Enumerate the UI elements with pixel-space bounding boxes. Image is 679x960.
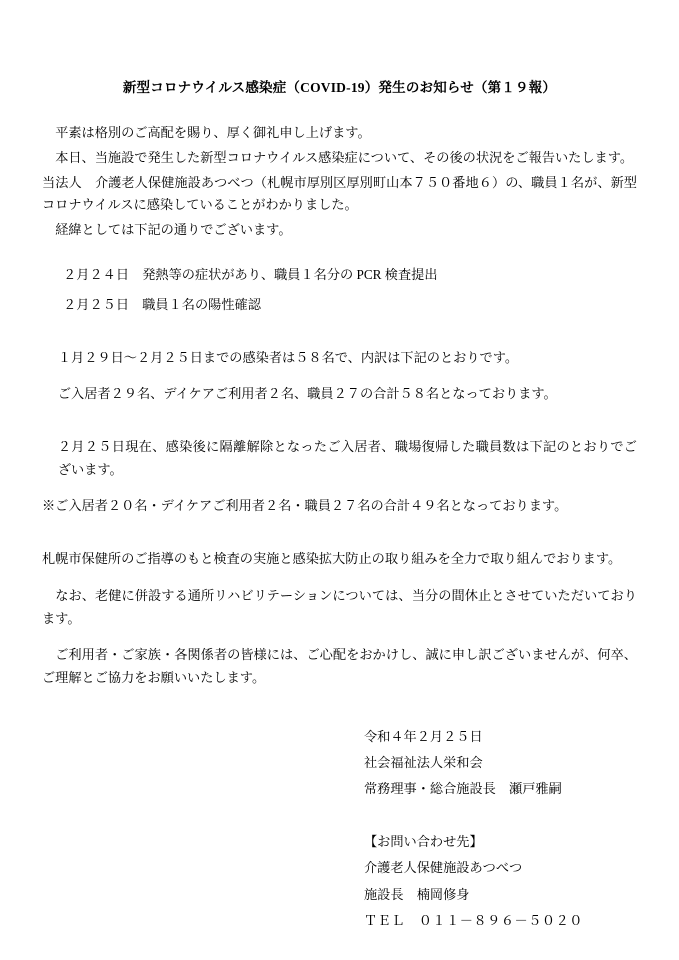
signature-organization: 社会福祉法人栄和会 [364,755,483,771]
event-list [42,264,637,317]
greeting-paragraph: 平素は格別のご高配を賜り、厚く御礼申し上げます。 [55,125,371,141]
intro-paragraph-1: 本日、当施設で発生した新型コロナウイルス感染症について、その後の状況をご報告いたします。 [55,149,634,165]
contact-director: 施設長 楠岡修身 [364,886,470,902]
apology-paragraph: ご利用者・ご家族・各関係者の皆様には、ご心配をおかけし、誠に申し訳ございませんが、何卒、ご理解とご協力をお願いいたします。 [42,647,637,685]
signature-date: 令和４年２月２５日 [364,728,483,744]
contact-block [42,829,637,935]
page-title: 新型コロナウイルス感染症（COVID-19）発生のお知らせ（第１９報） [122,80,557,95]
signature-name: 常務理事・総合施設長 瀬戸雅嗣 [364,781,562,797]
intro-paragraph-2: 当法人 介護老人保健施設あつべつ（札幌市厚別区厚別町山本７５０番地６）の、職員１名が、新型コロナウイルスに感染していることがわかりました。 [42,174,637,213]
status-paragraph-2: ※ご入居者２０名・デイケアご利用者２名・職員２７名の合計４９名となっております。 [42,498,568,514]
summary-paragraph-2: ご入居者２９名、デイケアご利用者２名、職員２７の合計５８名となっております。 [57,386,557,402]
signature-block [42,724,637,803]
rehab-notice-paragraph: なお、老健に併設する通所リハビリテーションについては、当分の間休止とさせていただいております。 [42,587,637,626]
intro-paragraph-3: 経緯としては下記の通りでございます。 [55,222,292,238]
event-item: ２月２５日 職員１名の陽性確認 [63,297,261,313]
summary-paragraph-1: １月２９日～２月２５日までの感染者は５８名で、内訳は下記のとおりです。 [57,349,519,365]
status-paragraph-1: ２月２５日現在、感染後に隔離解除となったご入居者、職場復帰した職員数は下記のとおりでございます。 [57,439,637,477]
event-item: ２月２４日 発熱等の症状があり、職員１名分の PCR 検査提出 [63,266,438,282]
contact-heading: 【お問い合わせ先】 [364,833,483,849]
measures-paragraph: 札幌市保健所のご指導のもと検査の実施と感染拡大防止の取り組みを全力で取り組んでおります。 [42,551,622,567]
contact-facility: 介護老人保健施設あつべつ [364,860,523,876]
contact-telephone: ＴＥＬ ０１１－８９６－５０２０ [364,913,583,929]
